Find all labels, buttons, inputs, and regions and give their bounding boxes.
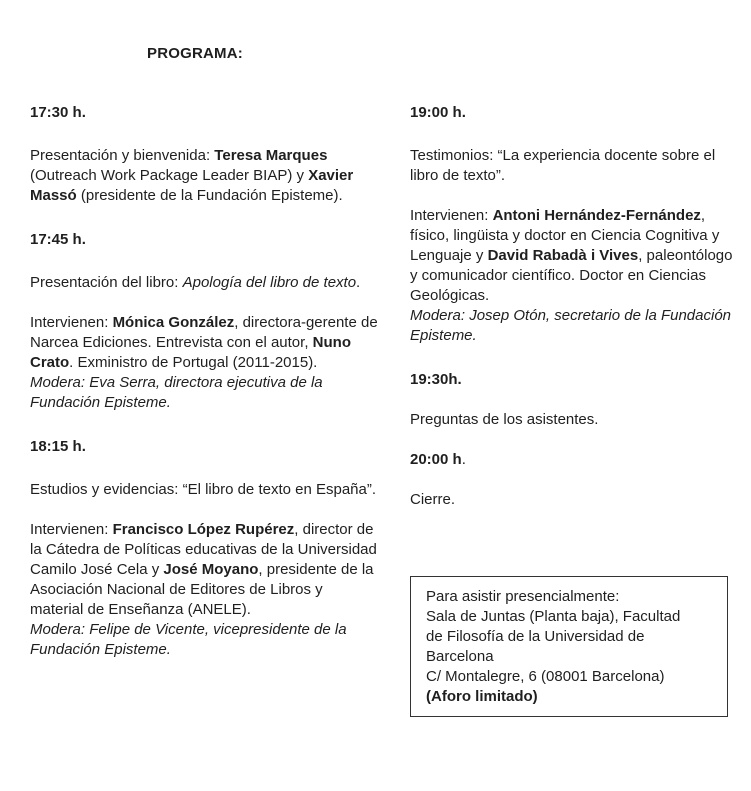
speaker-role: , físico, lingüista y doctor en Ciencia Cognitiva y Lenguaje y: [410, 207, 720, 264]
session-intro: Presentación y bienvenida:: [30, 147, 215, 164]
session-1730: [30, 103, 380, 206]
session-description: Preguntas de los asistentes.: [410, 411, 599, 428]
session-speakers: [30, 520, 380, 660]
intervienen-label: Intervienen:: [410, 207, 493, 224]
intervienen-label: Intervienen:: [30, 521, 113, 538]
session-1745: [30, 230, 380, 413]
session-time: 19:00 h.: [410, 104, 466, 121]
speaker-role: , director de la Cátedra de Políticas educativas de la Universidad Camilo José Cela y: [30, 521, 377, 578]
session-time: 18:15 h.: [30, 438, 86, 455]
program-column-right: [410, 103, 740, 530]
punctuation: .: [461, 451, 466, 468]
venue-line: Sala de Juntas (Planta baja), Facultad: [426, 608, 681, 625]
session-2000: [410, 450, 740, 510]
session-time: [410, 450, 740, 470]
speaker-name: Teresa Marques: [214, 147, 328, 164]
speaker-role: (Outreach Work Package Leader BIAP) y: [30, 167, 309, 184]
session-description: Cierre.: [410, 491, 456, 508]
session-speakers: [30, 313, 380, 413]
session-1815: [30, 437, 380, 660]
book-title: Apología del libro de texto: [182, 274, 357, 291]
speaker-name: Antoni Hernández-Fernández: [492, 207, 701, 224]
speaker-role: , directora-gerente de Narcea Ediciones. Entrevista con el autor,: [30, 314, 378, 351]
session-intro: Presentación del libro:: [30, 274, 183, 291]
session-time: 19:30h.: [410, 371, 462, 388]
intervienen-label: Intervienen:: [30, 314, 113, 331]
capacity-notice: (Aforo limitado): [426, 688, 538, 705]
program-column-left: [30, 103, 380, 680]
session-description: [30, 146, 380, 206]
punctuation: .: [356, 274, 361, 291]
speaker-name: David Rabadà i Vives: [487, 247, 639, 264]
session-1900: [410, 103, 740, 346]
session-speakers: [410, 206, 740, 346]
venue-line: de Filosofía de la Universidad de: [426, 628, 645, 645]
venue-line: Barcelona: [426, 648, 494, 665]
session-description: Testimonios: “La experiencia docente sobre el libro de texto”.: [410, 147, 716, 184]
session-time: 17:30 h.: [30, 104, 86, 121]
session-description: [30, 273, 380, 293]
session-time-value: 20:00 h: [410, 451, 462, 468]
speaker-role: . Exministro de Portugal (2011-2015).: [69, 354, 318, 371]
speaker-name: Mónica González: [112, 314, 235, 331]
venue-heading: Para asistir presencialmente:: [426, 588, 620, 605]
speaker-role: , presidente de la Asociación Nacional de Editores de Libros y material de Enseñanza (ANELE).: [30, 561, 374, 618]
session-description: Estudios y evidencias: “El libro de texto en España”.: [30, 481, 377, 498]
speaker-name: Xavier Massó: [30, 167, 354, 204]
speaker-role: , paleontólogo y comunicador científico. Doctor en Ciencias Geológicas.: [410, 247, 733, 304]
speaker-role: (presidente de la Fundación Episteme).: [76, 187, 343, 204]
speaker-name: José Moyano: [163, 561, 259, 578]
moderator: Modera: Eva Serra, directora ejecutiva de la Fundación Episteme.: [30, 374, 323, 411]
session-1930: [410, 370, 740, 430]
speaker-name: Francisco López Rupérez: [112, 521, 295, 538]
venue-info-box: [410, 576, 728, 717]
venue-address: C/ Montalegre, 6 (08001 Barcelona): [426, 668, 665, 685]
session-time: 17:45 h.: [30, 231, 86, 248]
moderator: Modera: Felipe de Vicente, vicepresidente de la Fundación Episteme.: [30, 621, 347, 658]
speaker-name: Nuno Crato: [30, 334, 351, 371]
program-title: PROGRAMA:: [147, 45, 243, 62]
moderator: Modera: Josep Otón, secretario de la Fundación Episteme.: [410, 307, 732, 344]
